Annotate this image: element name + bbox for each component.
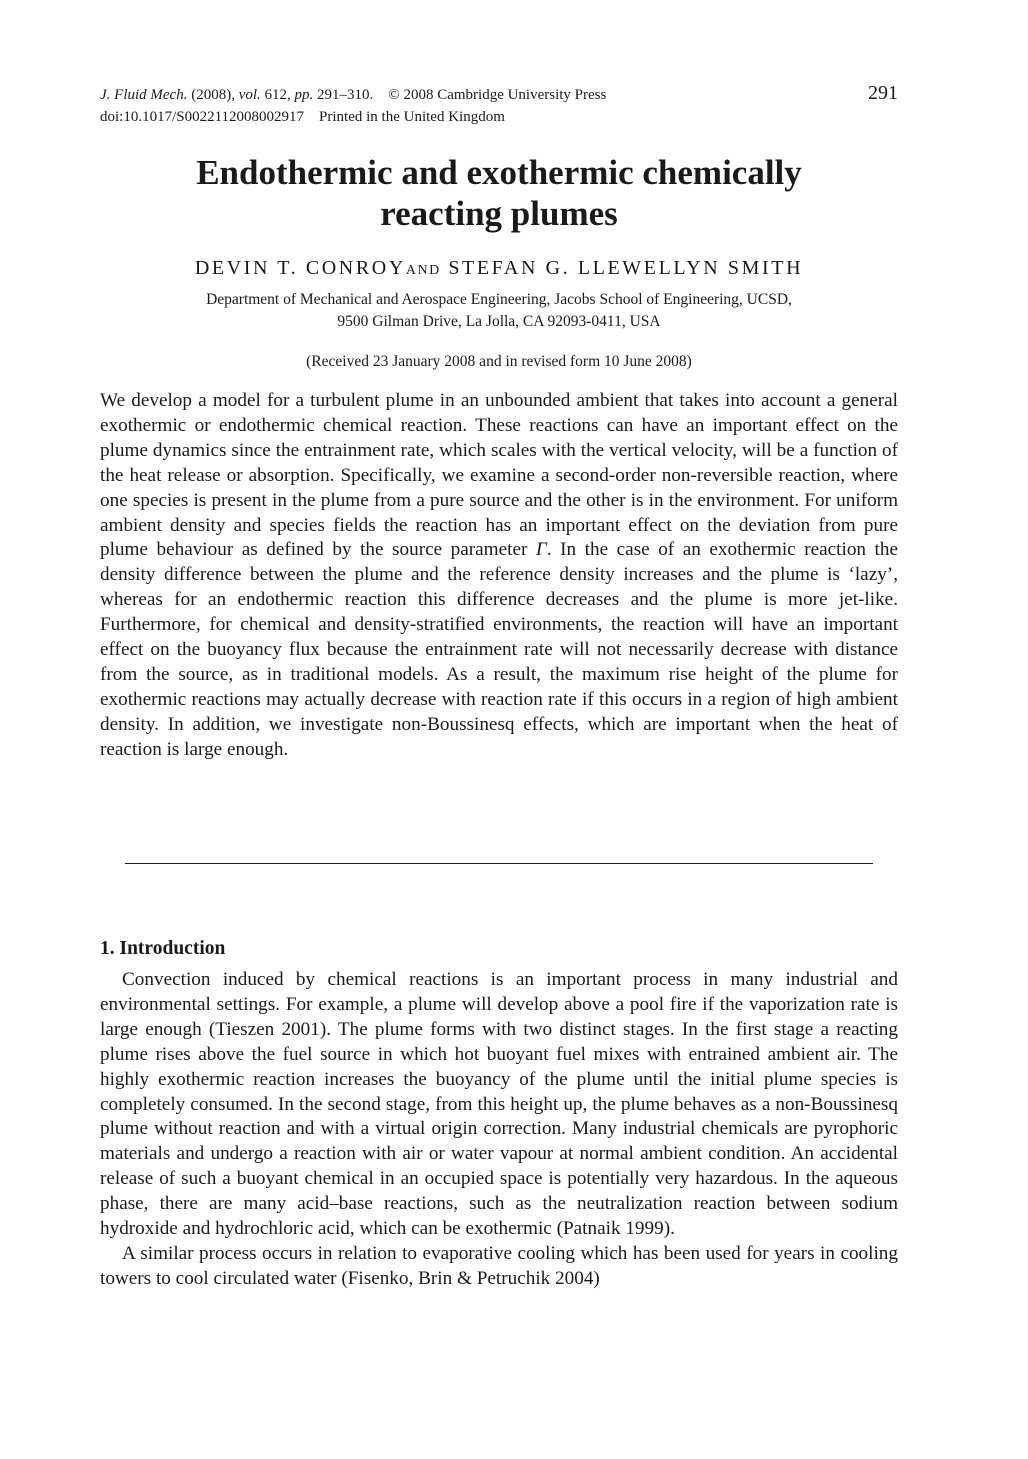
citation-line — [100, 84, 898, 106]
affiliation — [100, 289, 898, 333]
title-line-2: reacting plumes — [380, 194, 618, 233]
page-number: 291 — [868, 82, 898, 104]
volume-number: 612, — [264, 87, 291, 103]
author-conjunction: AND — [405, 263, 441, 278]
journal-year: (2008), — [191, 87, 235, 103]
abstract-divider — [125, 863, 873, 864]
journal-name: J. Fluid Mech. — [100, 87, 188, 103]
copyright-text: 2008 Cambridge University Press — [403, 87, 607, 103]
running-header — [100, 84, 898, 128]
doi: doi:10.1017/S0022112008002917 — [100, 109, 305, 125]
doi-line — [100, 106, 898, 128]
abstract-text-2: . In the case of an exothermic reaction the density difference between the plume and the reference density increases and the plume is ‘lazy’, whereas for an endothermic reaction this difference decreases and the plume is more jet-like. Furthermore, for chemical and density-stratified environments, the reaction will have an important effect on the buoyancy flux because the entrainment rate will not necessarily decrease with distance from the source, as in traditional models. As a result, the maximum rise height of the plume for exothermic reactions may actually decrease with reaction rate if this occurs in a region of high ambient density. In addition, we investigate non-Boussinesq effects, which are important when the heat of reaction is large enough. — [100, 539, 898, 760]
volume-label: vol. — [238, 87, 261, 103]
pages-label: pp. — [294, 87, 314, 103]
section-heading: 1. Introduction — [100, 938, 226, 959]
affiliation-line-2: 9500 Gilman Drive, La Jolla, CA 92093-0411, USA — [337, 313, 661, 330]
received-dates: (Received 23 January 2008 and in revised form 10 June 2008) — [306, 353, 692, 370]
paragraph-2: A similar process occurs in relation to evaporative cooling which has been used for years in cooling towers to cool circulated water (Fisenko, Brin & Petruchik 2004) — [100, 1242, 898, 1289]
printed-location: Printed in the United Kingdom — [319, 109, 505, 125]
author-2: STEFAN G. LLEWELLYN SMITH — [448, 257, 804, 279]
abstract — [100, 389, 898, 763]
author-list — [100, 256, 898, 283]
author-1: DEVIN T. CONROY — [194, 257, 406, 279]
page-range: 291–310. — [317, 87, 374, 103]
introduction-body — [100, 968, 898, 1292]
gamma-symbol: Γ — [535, 539, 547, 561]
title-line-1: Endothermic and exothermic chemically — [196, 153, 802, 192]
abstract-text-1: We develop a model for a turbulent plume in an unbounded ambient that takes into account a general exothermic or endothermic chemical reaction. These reactions can have an important effect on the plume dynamics since the entrainment rate, which scales with the vertical velocity, will be a function of the heat release or absorption. Specifically, we examine a second-order non-reversible reaction, where one species is present in the plume from a pure source and the other is in the environment. For uniform ambient density and species fields the reaction has an important effect on the deviation from pure plume behaviour as defined by the source parameter — [100, 390, 898, 561]
paper-title — [100, 152, 898, 234]
paragraph-1: Convection induced by chemical reactions is an important process in many industrial and environmental settings. For example, a plume will develop above a pool fire if the vaporization rate is large enough (Tieszen 2001). The plume forms with two distinct stages. In the first stage a reacting plume rises above the fuel source in which hot buoyant fuel mixes with entrained ambient air. The highly exothermic reaction increases the buoyancy of the plume until the initial plume species is completely consumed. In the second stage, from this height up, the plume behaves as a non-Boussinesq plume without reaction and with a virtual origin correction. Many industrial chemicals are pyrophoric materials and undergo a reaction with air or water vapour at normal ambient condition. An accidental release of such a buoyant chemical in an occupied space is potentially very hazardous. In the aqueous phase, there are many acid–base reactions, such as the neutralization reaction between sodium hydroxide and hydrochloric acid, which can be exothermic (Patnaik 1999). — [100, 969, 898, 1240]
copyright-icon: © — [388, 87, 400, 103]
affiliation-line-1: Department of Mechanical and Aerospace Engineering, Jacobs School of Engineering, UCSD, — [206, 291, 792, 308]
